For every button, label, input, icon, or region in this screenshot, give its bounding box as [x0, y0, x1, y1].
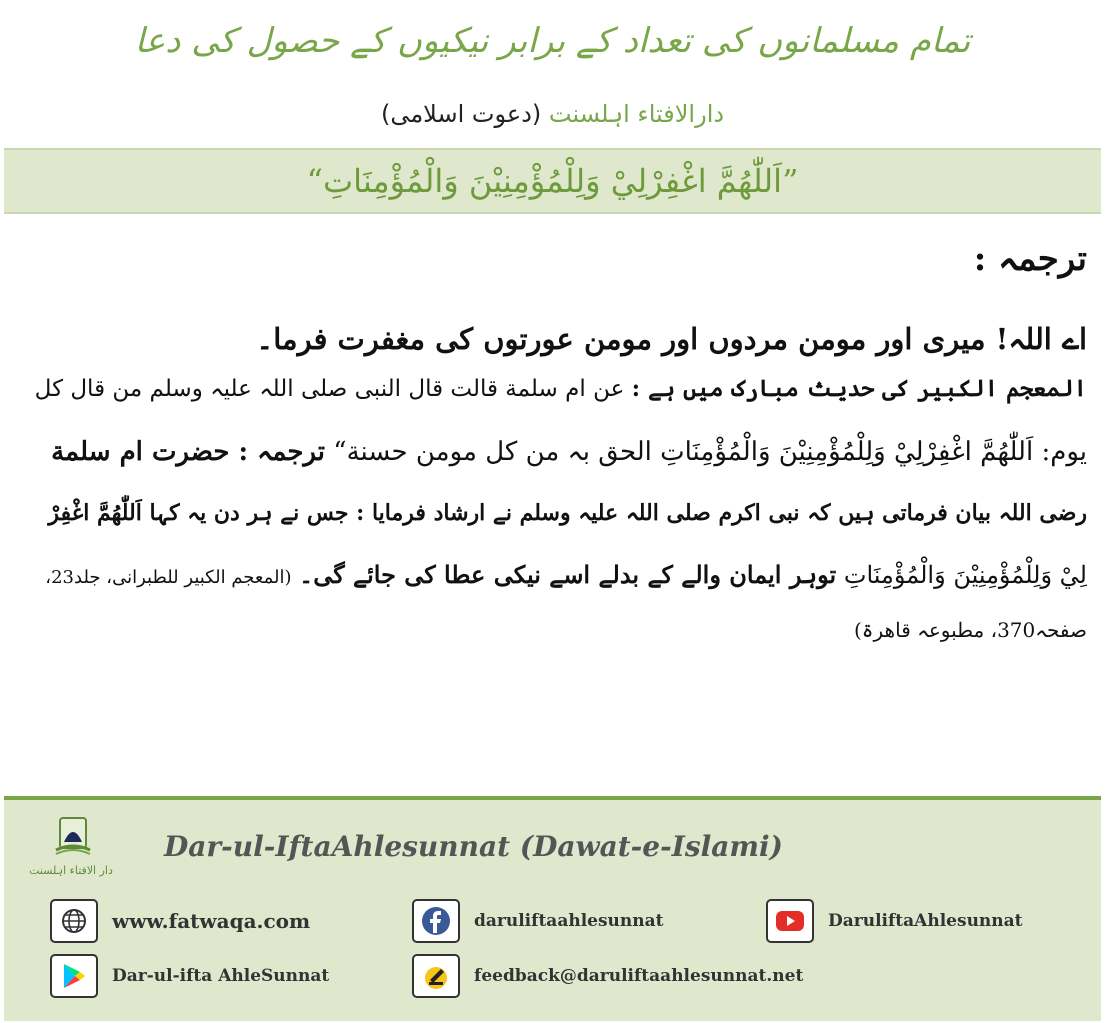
website-label: www.fatwaqa.com [112, 909, 311, 933]
website-link[interactable] [50, 899, 310, 943]
youtube-link[interactable] [766, 899, 1023, 943]
page-subtitle [0, 100, 1105, 128]
hadith-reward: توہر ایمان والے کے بدلے اسے نیکی عطا کی جائے گی۔ [299, 560, 837, 589]
feedback-link[interactable] [412, 954, 803, 998]
hadith-line-4 [18, 560, 1087, 589]
dua-text: ”اَللّٰھُمَّ اغْفِرْلِيْ وَلِلْمُؤْمِنِيْنَ وَالْمُؤْمِنَاتِ“ [306, 162, 799, 200]
translation-heading: ترجمہ : [973, 239, 1087, 279]
hadith-translation-start: ترجمہ : حضرت ام سلمة [51, 437, 326, 467]
youtube-icon [766, 899, 814, 943]
play-store-icon [50, 954, 98, 998]
subtitle-org: (دعوت اسلامی) [380, 100, 542, 128]
hadith-line-1 [18, 375, 1087, 402]
logo-text: دار الافتاء اہلسنت [29, 864, 113, 877]
playstore-label: Dar-ul-ifta AhleSunnat [112, 966, 330, 986]
reference-end: صفحہ370، مطبوعہ قاھرۃ) [854, 618, 1087, 642]
feedback-icon [412, 954, 460, 998]
hadith-line-2 [18, 437, 1087, 467]
playstore-link[interactable] [50, 954, 329, 998]
hadith-source-intro: المعجم الکبیر کی حدیث مبارک میں ہے : [631, 375, 1087, 402]
hadith-dua-end: لِيْ وَلِلْمُؤْمِنِيْنَ وَالْمُؤْمِنَاتِ [843, 561, 1087, 589]
youtube-label: DaruliftaAhlesunnat [828, 911, 1023, 931]
dua-banner [4, 148, 1101, 214]
translation-text: اے اللہ! میری اور مومن مردوں اور مومن عورتوں کی مغفرت فرما۔ [256, 322, 1087, 356]
facebook-icon [412, 899, 460, 943]
footer [4, 796, 1101, 1021]
footer-title: Dar-ul-IftaAhlesunnat (Dawat-e-Islami) [164, 830, 783, 863]
feedback-label: feedback@daruliftaahlesunnat.net [474, 966, 804, 986]
facebook-label: daruliftaahlesunnat [474, 911, 664, 931]
subtitle-brand: دارالافتاء اہلسنت [548, 100, 725, 128]
facebook-link[interactable] [412, 899, 663, 943]
reference-start: (المعجم الکبیر للطبرانی، جلد23، [45, 567, 292, 588]
globe-icon [50, 899, 98, 943]
hadith-line-3: رضی اللہ بیان فرماتی ہیں کہ نبی اکرم صلی اللہ علیہ وسلم نے ارشاد فرمایا : جس نے ہر دن یہ کہا اَللّٰھُمَّ اغْفِرْ [48, 500, 1087, 526]
hadith-arabic-2: یوم: اَللّٰھُمَّ اغْفِرْلِيْ وَلِلْمُؤْمِنِيْنَ وَالْمُؤْمِنَاتِ الحق بہ من کل مومن حسنة“ [333, 437, 1087, 467]
logo [16, 812, 126, 886]
page-title: تمام مسلمانوں کی تعداد کے برابر نیکیوں کے حصول کی دعا [134, 21, 971, 61]
hadith-arabic-1: عن ام سلمة قالت قال النبی صلی اللہ علیہ وسلم من قال کل [34, 376, 625, 402]
